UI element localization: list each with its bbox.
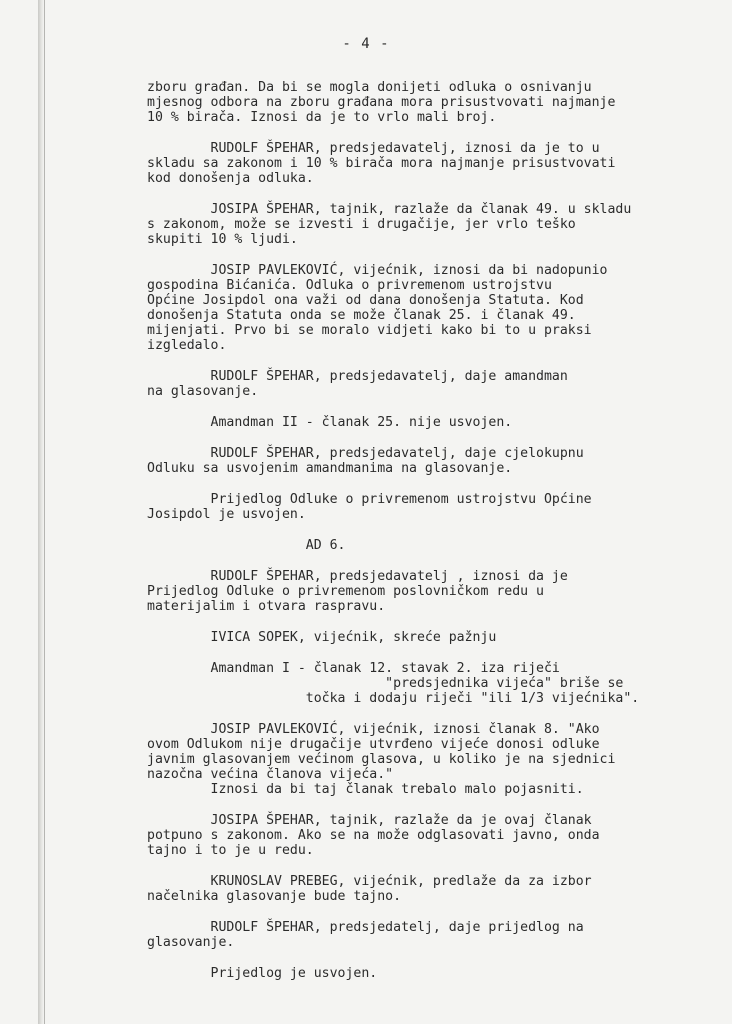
text-line: skupiti 10 % ljudi. <box>147 232 298 247</box>
text-line: kod donošenja odluka. <box>147 171 314 186</box>
text-line: mjesnog odbora na zboru građana mora prisustvovati najmanje <box>147 95 616 110</box>
paragraph <box>147 966 717 981</box>
text-line: IVICA SOPEK, vijećnik, skreće pažnju <box>147 630 497 645</box>
paragraph <box>147 369 717 399</box>
text-line: JOSIP PAVLEKOVIĆ, vijećnik, iznosi članak 8. "Ako <box>147 722 600 737</box>
text-line: Amandman II - članak 25. nije usvojen. <box>147 415 513 430</box>
paragraph <box>147 722 717 797</box>
text-line: Iznosi da bi taj članak trebalo malo pojasniti. <box>147 782 584 797</box>
text-line: tajno i to je u redu. <box>147 843 314 858</box>
text-line: donošenja Statuta onda se može članak 25. i članak 49. <box>147 308 576 323</box>
paragraph <box>147 661 717 706</box>
text-line: skladu sa zakonom i 10 % birača mora najmanje prisustvovati <box>147 156 616 171</box>
text-line: na glasovanje. <box>147 384 259 399</box>
paragraph <box>147 492 717 522</box>
paragraph <box>147 202 717 247</box>
text-line: Prijedlog Odluke o privremenom poslovničkom redu u <box>147 584 544 599</box>
page-number: - 4 - <box>342 36 390 52</box>
text-line: Općine Josipdol ona važi od dana donošenja Statuta. Kod <box>147 293 584 308</box>
paragraph <box>147 415 717 430</box>
paragraph <box>147 874 717 904</box>
text-line: načelnika glasovanje bude tajno. <box>147 889 402 904</box>
text-line: nazočna većina članova vijeća." <box>147 767 394 782</box>
paragraph <box>147 141 717 186</box>
text-line: JOSIPA ŠPEHAR, tajnik, razlaže da je ovaj članak <box>147 813 592 828</box>
text-line: Prijedlog je usvojen. <box>147 966 378 981</box>
paragraph <box>147 813 717 858</box>
text-line: RUDOLF ŠPEHAR, predsjedavatelj, iznosi da je to u <box>147 141 600 156</box>
text-line: materijalim i otvara raspravu. <box>147 599 386 614</box>
text-line: s zakonom, može se izvesti i drugačije, jer vrlo teško <box>147 217 576 232</box>
text-line: JOSIPA ŠPEHAR, tajnik, razlaže da članak 49. u skladu <box>147 202 632 217</box>
text-line: RUDOLF ŠPEHAR, predsjedatelj, daje prijedlog na <box>147 920 584 935</box>
text-line: ovom Odlukom nije drugačije utvrđeno vijeće donosi odluke <box>147 737 600 752</box>
text-line: točka i dodaju riječi "ili 1/3 vijećnika". <box>147 691 640 706</box>
text-line: gospodina Bićanića. Odluka o privremenom ustrojstvu <box>147 278 552 293</box>
paragraph <box>147 538 717 553</box>
text-line: JOSIP PAVLEKOVIĆ, vijećnik, iznosi da bi nadopunio <box>147 263 608 278</box>
text-line: javnim glasovanjem većinom glasova, u koliko je na sjednici <box>147 752 616 767</box>
text-line: 10 % birača. Iznosi da je to vrlo mali broj. <box>147 110 497 125</box>
text-line: zboru građan. Da bi se mogla donijeti odluka o osnivanju <box>147 80 592 95</box>
text-line: RUDOLF ŠPEHAR, predsjedavatelj , iznosi da je <box>147 569 568 584</box>
paragraph <box>147 80 717 125</box>
text-line: izgledalo. <box>147 338 227 353</box>
text-line: mijenjati. Prvo bi se moralo vidjeti kako bi to u praksi <box>147 323 592 338</box>
text-line: glasovanje. <box>147 935 235 950</box>
document-body <box>147 80 717 997</box>
text-line: KRUNOSLAV PREBEG, vijećnik, predlaže da za izbor <box>147 874 592 889</box>
paragraph <box>147 920 717 950</box>
text-line: RUDOLF ŠPEHAR, predsjedavatelj, daje amandman <box>147 369 568 384</box>
paragraph <box>147 630 717 645</box>
text-line: Amandman I - članak 12. stavak 2. iza riječi <box>147 661 560 676</box>
page-binding-line <box>44 0 45 1024</box>
text-line: RUDOLF ŠPEHAR, predsjedavatelj, daje cjelokupnu <box>147 446 584 461</box>
text-line: Josipdol je usvojen. <box>147 507 306 522</box>
paragraph <box>147 263 717 353</box>
text-line: "predsjednika vijeća" briše se <box>147 676 624 691</box>
text-line: Odluku sa usvojenim amandmanima na glasovanje. <box>147 461 513 476</box>
text-line: AD 6. <box>147 538 346 553</box>
text-line: potpuno s zakonom. Ako se na može odglasovati javno, onda <box>147 828 600 843</box>
text-line: Prijedlog Odluke o privremenom ustrojstvu Općine <box>147 492 592 507</box>
paragraph <box>147 569 717 614</box>
paragraph <box>147 446 717 476</box>
